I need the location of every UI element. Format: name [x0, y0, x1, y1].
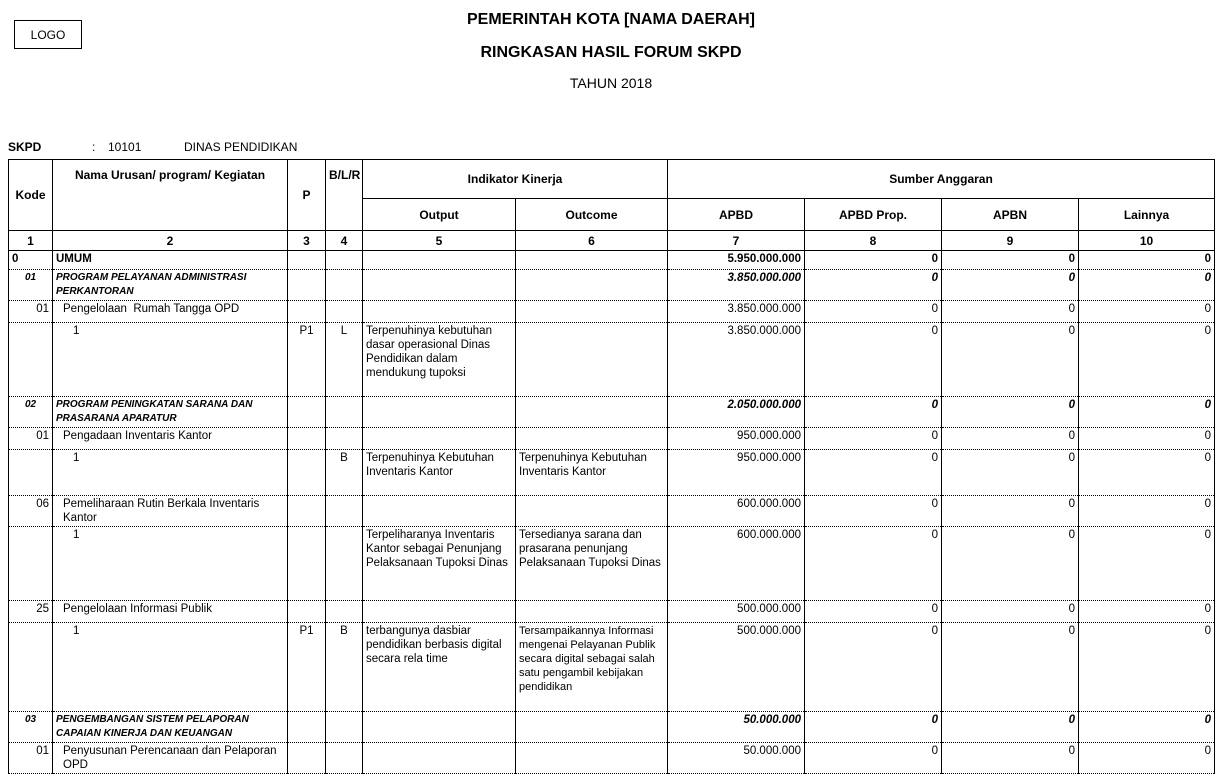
cell-apbd: 950.000.000 [668, 428, 805, 450]
cell-apbd-prop: 0 [805, 251, 942, 270]
cell-nama: PENGEMBANGAN SISTEM PELAPORAN CAPAIAN KINERJA DAN KEUANGAN [53, 712, 288, 743]
cell-outcome [516, 397, 668, 428]
cell-apbd: 50.000.000 [668, 712, 805, 743]
cell-p [288, 301, 326, 323]
cell-lainnya: 0 [1079, 527, 1215, 601]
cell-kode: 03 [9, 712, 53, 743]
cell-kode: 01 [9, 428, 53, 450]
cell-p [288, 270, 326, 301]
cell-outcome [516, 496, 668, 527]
cell-apbn: 0 [942, 270, 1079, 301]
col-number: 1 [9, 231, 53, 251]
cell-blr [326, 527, 363, 601]
cell-apbd: 600.000.000 [668, 527, 805, 601]
cell-apbd-prop: 0 [805, 623, 942, 712]
cell-outcome: Tersampaikannya Informasi mengenai Pelayanan Publik secara digital sebagai salah satu pengambil kebijakan pendidikan [516, 623, 668, 712]
col-number: 4 [326, 231, 363, 251]
cell-outcome [516, 301, 668, 323]
cell-p [288, 397, 326, 428]
cell-blr [326, 496, 363, 527]
cell-blr [326, 397, 363, 428]
col-apbd: APBD [668, 199, 805, 231]
col-lainnya: Lainnya [1079, 199, 1215, 231]
cell-p [288, 428, 326, 450]
table-row [9, 743, 1215, 774]
table-row [9, 428, 1215, 450]
table-row [9, 397, 1215, 428]
summary-table [8, 159, 1215, 774]
cell-nama: Pengelolaan Informasi Publik [53, 601, 288, 623]
cell-nama: Pengadaan Inventaris Kantor [53, 428, 288, 450]
table-row [9, 323, 1215, 397]
column-number-row [9, 231, 1215, 251]
cell-apbn: 0 [942, 743, 1079, 774]
cell-lainnya: 0 [1079, 712, 1215, 743]
skpd-name: DINAS PENDIDIKAN [184, 140, 298, 154]
cell-apbd-prop: 0 [805, 712, 942, 743]
cell-output [363, 397, 516, 428]
cell-lainnya: 0 [1079, 270, 1215, 301]
cell-lainnya: 0 [1079, 601, 1215, 623]
cell-lainnya: 0 [1079, 428, 1215, 450]
col-apbd-prop: APBD Prop. [805, 199, 942, 231]
cell-blr: B [326, 450, 363, 496]
cell-blr [326, 601, 363, 623]
col-number: 7 [668, 231, 805, 251]
col-blr: B/L/R [326, 160, 363, 231]
cell-nama: Pengelolaan Rumah Tangga OPD [53, 301, 288, 323]
cell-output [363, 712, 516, 743]
cell-output [363, 428, 516, 450]
col-outcome: Outcome [516, 199, 668, 231]
cell-lainnya: 0 [1079, 301, 1215, 323]
cell-lainnya: 0 [1079, 496, 1215, 527]
cell-kode [9, 450, 53, 496]
cell-nama: PROGRAM PELAYANAN ADMINISTRASI PERKANTORAN [53, 270, 288, 301]
cell-apbd: 2.050.000.000 [668, 397, 805, 428]
table-row [9, 270, 1215, 301]
cell-apbd: 50.000.000 [668, 743, 805, 774]
col-number: 8 [805, 231, 942, 251]
table-row [9, 496, 1215, 527]
cell-blr: B [326, 623, 363, 712]
cell-output: Terpenuhinya kebutuhan dasar operasional Dinas Pendidikan dalam mendukung tupoksi [363, 323, 516, 397]
cell-apbn: 0 [942, 496, 1079, 527]
col-sumber: Sumber Anggaran [668, 160, 1215, 199]
cell-apbd-prop: 0 [805, 601, 942, 623]
cell-output [363, 251, 516, 270]
cell-kode [9, 527, 53, 601]
cell-apbd-prop: 0 [805, 397, 942, 428]
cell-output: Terpeliharanya Inventaris Kantor sebagai Penunjang Pelaksanaan Tupoksi Dinas [363, 527, 516, 601]
col-p: P [288, 160, 326, 231]
cell-p [288, 450, 326, 496]
cell-kode: 06 [9, 496, 53, 527]
cell-apbd-prop: 0 [805, 743, 942, 774]
cell-apbn: 0 [942, 428, 1079, 450]
col-nama: Nama Urusan/ program/ Kegiatan [53, 160, 288, 231]
cell-outcome [516, 712, 668, 743]
cell-apbd-prop: 0 [805, 496, 942, 527]
cell-p: P1 [288, 623, 326, 712]
col-number: 6 [516, 231, 668, 251]
cell-apbd-prop: 0 [805, 428, 942, 450]
cell-kode: 02 [9, 397, 53, 428]
cell-apbd: 500.000.000 [668, 623, 805, 712]
cell-output: terbangunya dasbiar pendidikan berbasis digital secara rela time [363, 623, 516, 712]
cell-apbd: 500.000.000 [668, 601, 805, 623]
cell-outcome: Tersedianya sarana dan prasarana penunjang Pelaksanaan Tupoksi Dinas [516, 527, 668, 601]
table-row [9, 712, 1215, 743]
cell-p [288, 601, 326, 623]
cell-apbd: 5.950.000.000 [668, 251, 805, 270]
cell-apbd-prop: 0 [805, 450, 942, 496]
cell-nama: 1 [53, 623, 288, 712]
cell-apbd-prop: 0 [805, 323, 942, 397]
cell-apbd: 3.850.000.000 [668, 301, 805, 323]
table-row [9, 527, 1215, 601]
table-row [9, 301, 1215, 323]
cell-blr [326, 301, 363, 323]
cell-outcome [516, 428, 668, 450]
cell-kode [9, 323, 53, 397]
cell-blr: L [326, 323, 363, 397]
cell-output [363, 301, 516, 323]
cell-p [288, 527, 326, 601]
table-row [9, 601, 1215, 623]
cell-p [288, 712, 326, 743]
col-indikator: Indikator Kinerja [363, 160, 668, 199]
cell-lainnya: 0 [1079, 623, 1215, 712]
cell-outcome [516, 251, 668, 270]
cell-apbn: 0 [942, 397, 1079, 428]
col-number: 3 [288, 231, 326, 251]
cell-lainnya: 0 [1079, 323, 1215, 397]
cell-lainnya: 0 [1079, 251, 1215, 270]
col-number: 10 [1079, 231, 1215, 251]
cell-nama: 1 [53, 527, 288, 601]
cell-apbn: 0 [942, 712, 1079, 743]
cell-apbn: 0 [942, 301, 1079, 323]
cell-blr [326, 428, 363, 450]
col-apbn: APBN [942, 199, 1079, 231]
cell-apbn: 0 [942, 527, 1079, 601]
cell-p [288, 496, 326, 527]
cell-apbd: 3.850.000.000 [668, 270, 805, 301]
cell-apbn: 0 [942, 601, 1079, 623]
cell-outcome [516, 743, 668, 774]
col-kode: Kode [9, 160, 53, 231]
skpd-colon: : [92, 140, 96, 154]
cell-outcome [516, 601, 668, 623]
cell-apbd: 950.000.000 [668, 450, 805, 496]
col-number: 2 [53, 231, 288, 251]
table-row [9, 623, 1215, 712]
cell-p [288, 251, 326, 270]
cell-apbd-prop: 0 [805, 527, 942, 601]
col-output: Output [363, 199, 516, 231]
cell-nama: Penyusunan Perencanaan dan Pelaporan OPD [53, 743, 288, 774]
table-row [9, 450, 1215, 496]
page-year: TAHUN 2018 [569, 75, 653, 91]
cell-outcome: Terpenuhinya Kebutuhan Inventaris Kantor [516, 450, 668, 496]
cell-output [363, 743, 516, 774]
cell-nama: 1 [53, 323, 288, 397]
cell-blr [326, 712, 363, 743]
cell-nama: Pemeliharaan Rutin Berkala Inventaris Kantor [53, 496, 288, 527]
col-number: 5 [363, 231, 516, 251]
cell-output: Terpenuhinya Kebutuhan Inventaris Kantor [363, 450, 516, 496]
table-row [9, 251, 1215, 270]
cell-output [363, 270, 516, 301]
cell-lainnya: 0 [1079, 743, 1215, 774]
cell-outcome [516, 270, 668, 301]
cell-lainnya: 0 [1079, 397, 1215, 428]
cell-apbn: 0 [942, 251, 1079, 270]
cell-blr [326, 270, 363, 301]
cell-kode: 01 [9, 301, 53, 323]
cell-p: P1 [288, 323, 326, 397]
cell-apbd: 600.000.000 [668, 496, 805, 527]
cell-apbd-prop: 0 [805, 270, 942, 301]
skpd-code: 10101 [108, 140, 142, 154]
cell-p [288, 743, 326, 774]
col-number: 9 [942, 231, 1079, 251]
cell-kode: 01 [9, 270, 53, 301]
cell-nama: PROGRAM PENINGKATAN SARANA DAN PRASARANA APARATUR [53, 397, 288, 428]
cell-apbn: 0 [942, 323, 1079, 397]
cell-apbn: 0 [942, 450, 1079, 496]
cell-kode: 0 [9, 251, 53, 270]
cell-kode: 01 [9, 743, 53, 774]
cell-output [363, 601, 516, 623]
cell-lainnya: 0 [1079, 450, 1215, 496]
cell-nama: 1 [53, 450, 288, 496]
cell-kode: 25 [9, 601, 53, 623]
cell-outcome [516, 323, 668, 397]
cell-nama: UMUM [53, 251, 288, 270]
skpd-label: SKPD [8, 140, 42, 154]
cell-output [363, 496, 516, 527]
cell-blr [326, 743, 363, 774]
cell-apbn: 0 [942, 623, 1079, 712]
page-subtitle: RINGKASAN HASIL FORUM SKPD [480, 44, 742, 61]
cell-kode [9, 623, 53, 712]
page-title: PEMERINTAH KOTA [NAMA DAERAH] [467, 11, 755, 28]
logo: LOGO [14, 20, 82, 49]
cell-apbd-prop: 0 [805, 301, 942, 323]
cell-blr [326, 251, 363, 270]
cell-apbd: 3.850.000.000 [668, 323, 805, 397]
